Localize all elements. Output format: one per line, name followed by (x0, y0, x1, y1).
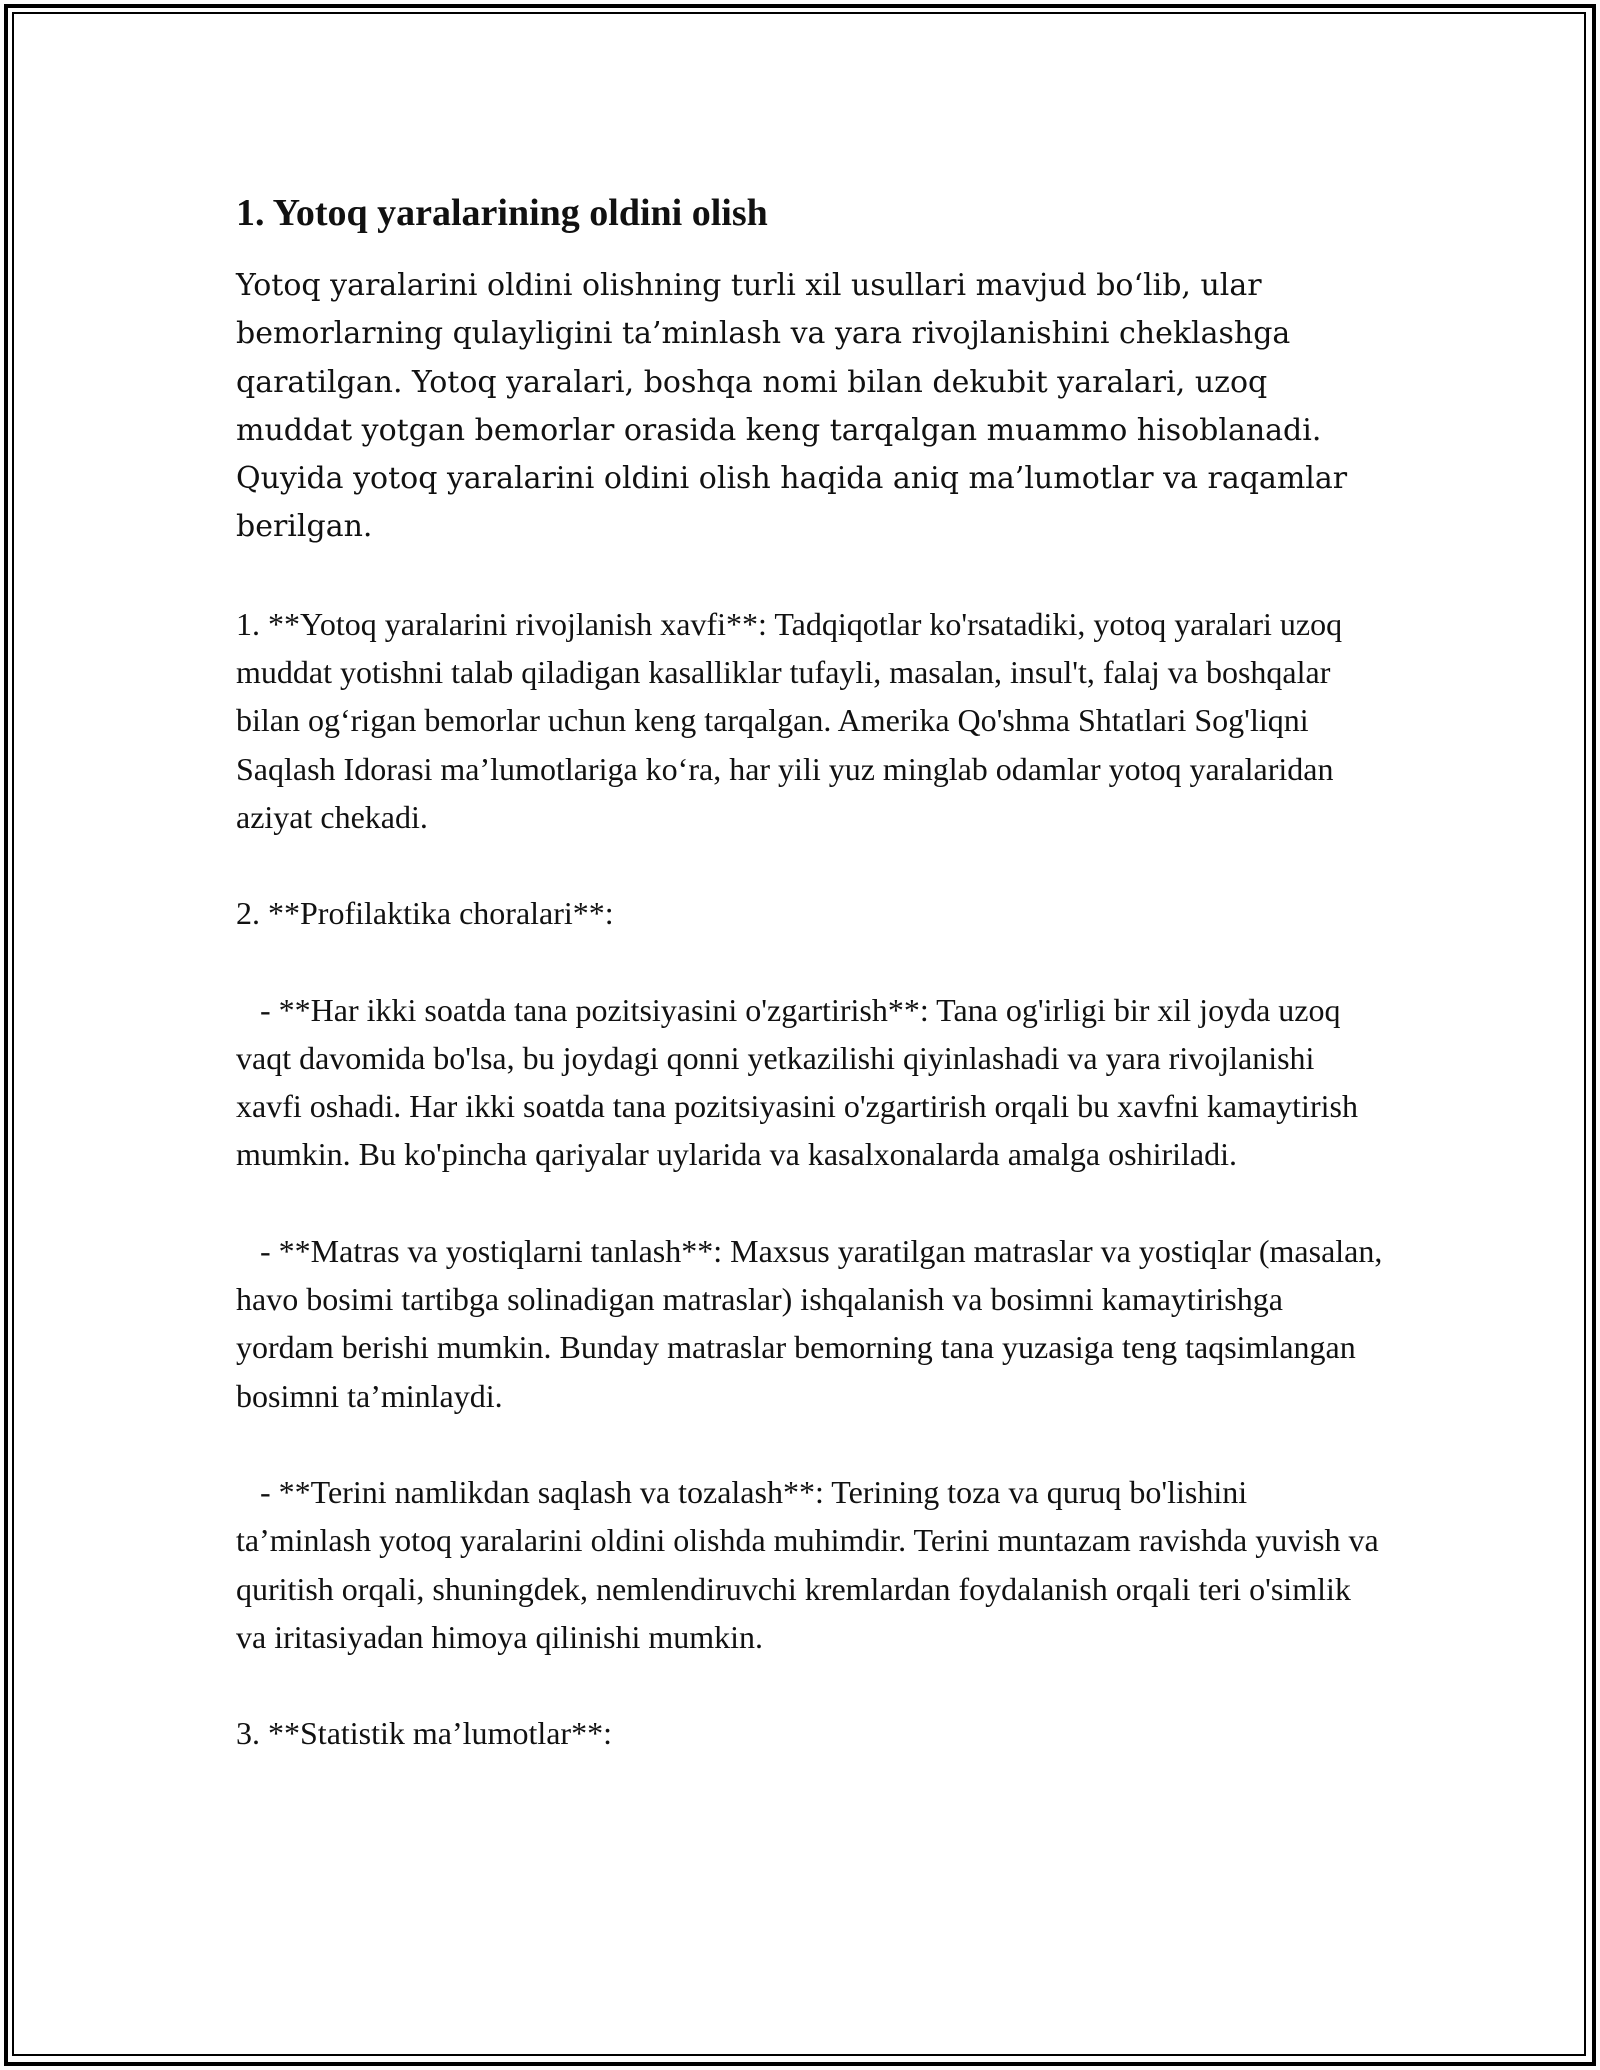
prevention-heading: 2. **Profilaktika choralari**: (236, 895, 614, 932)
section-title: 1. Yotoq yaralarining oldini olish (236, 192, 768, 234)
skin-care-paragraph: - **Terini namlikdan saqlash va tozalash**: Terining toza va quruq bo'lishini ta’minlash yotoq yaralarini oldini olishda muhimdir. Terini muntazam ravishda yuvish va quritish orqali, shuningdek, nemlendiruvchi kremlardan foydalanish orqali teri o'simlik va iritasiyadan himoya qilinishi mumkin. (236, 1473, 1387, 1655)
statistics-heading: 3. **Statistik ma’lumotlar**: (236, 1715, 612, 1752)
mattress-paragraph: - **Matras va yostiqlarni tanlash**: Maxsus yaratilgan matraslar va yostiqlar (masalan, havo bosimi tartibga solinadigan matraslar) ishqalanish va bosimni kamaytirishga yordam berishi mumkin. Bunday matraslar bemorning tana yuzasiga teng taqsimlangan bosimni ta’minlaydi. (236, 1232, 1391, 1414)
intro-paragraph: Yotoq yaralarini oldini olishning turli xil usullari mavjud bo‘lib, ular bemorlarning qulayligini ta’minlash va yara rivojlanishini cheklashga qaratilgan. Yotoq yaralari, boshqa nomi bilan dekubit yaralari, uzoq muddat yotgan bemorlar orasida keng tarqalgan muammo hisoblanadi. Quyida yotoq yaralarini oldini olish haqida aniq ma’lumotlar va raqamlar berilgan. (236, 268, 1357, 545)
risk-paragraph: 1. **Yotoq yaralarini rivojlanish xavfi**: Tadqiqotlar ko'rsatadiki, yotoq yaralari uzoq muddat yotishni talab qiladigan kasalliklar tufayli, masalan, insul't, falaj va boshqalar bilan og‘rigan bemorlar uchun keng tarqalgan. Amerika Qo'shma Shtatlari Sog'liqni Saqlash Idorasi ma’lumotlariga ko‘ra, har yili yuz minglab odamlar yotoq yaralaridan aziyat chekadi. (236, 605, 1351, 835)
reposition-paragraph: - **Har ikki soatda tana pozitsiyasini o'zgartirish**: Tana og'irligi bir xil joyda uzoq vaqt davomida bo'lsa, bu joydagi qonni yetkazilishi qiyinlashadi va yara rivojlanishi xavfi oshadi. Har ikki soatda tana pozitsiyasini o'zgartirish orqali bu xavfni kamaytirish mumkin. Bu ko'pincha qariyalar uylarida va kasalxonalarda amalga oshiriladi. (236, 991, 1366, 1173)
document-body (236, 186, 1391, 1805)
